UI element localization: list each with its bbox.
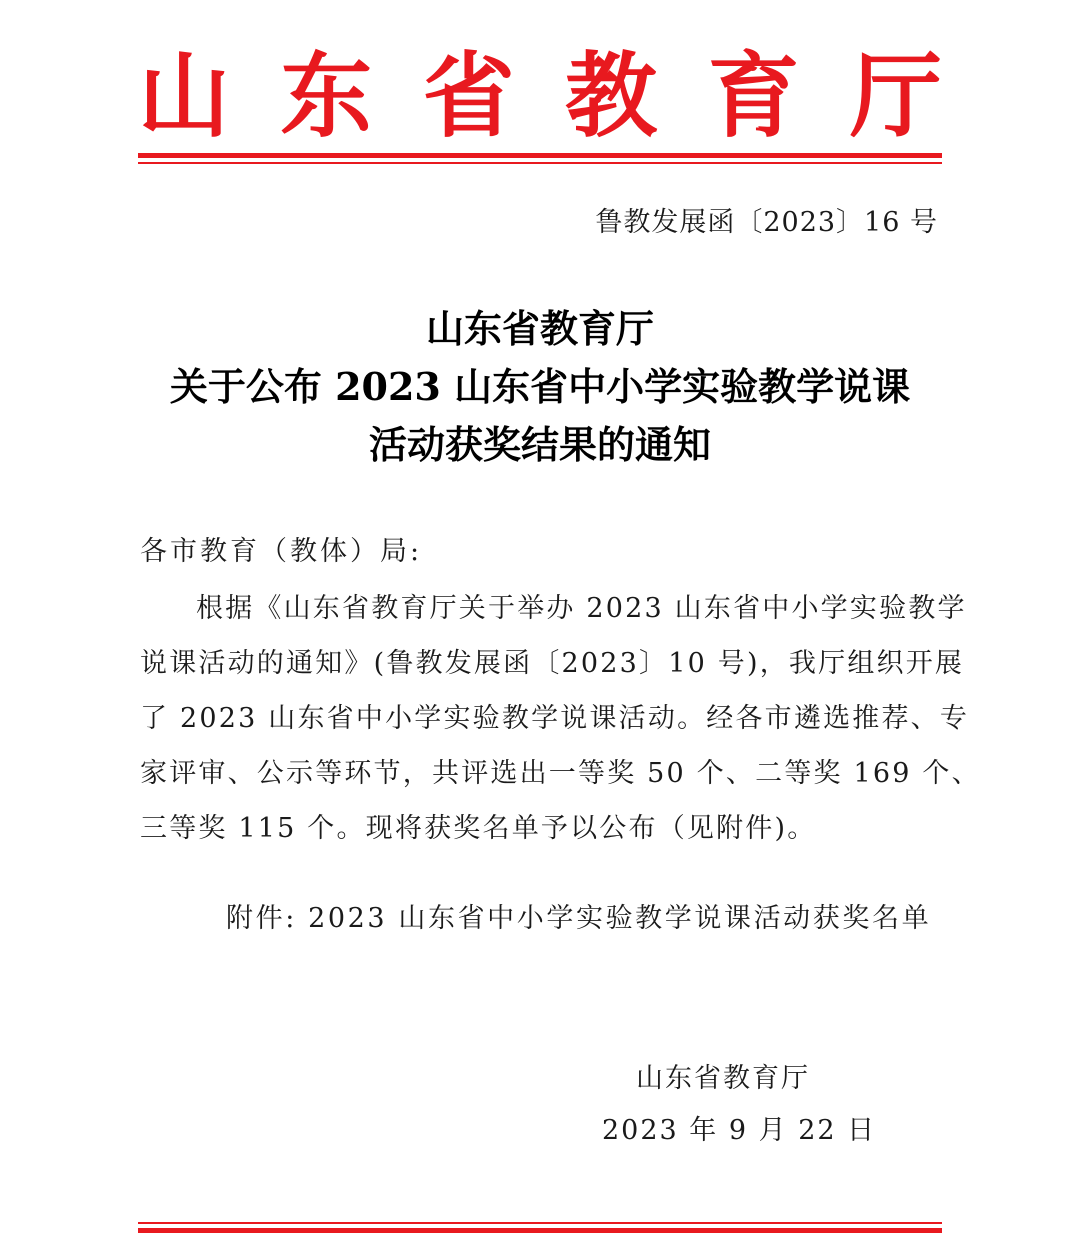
body-line: 根据《山东省教育厅关于举办 2023 山东省中小学实验教学 <box>196 593 967 624</box>
title-line: 活动获奖结果的通知 <box>368 422 711 467</box>
body-line: 家评审、公示等环节，共评选出一等奖 50 个、二等奖 169 个、 <box>140 758 981 789</box>
masthead-char: 教 <box>565 42 658 150</box>
footer-rule-thin <box>138 1222 942 1224</box>
masthead-char: 山 <box>138 42 231 150</box>
footer-rule-thick <box>138 1228 942 1233</box>
document-number: 鲁教发展函〔2023〕16 号 <box>595 207 938 238</box>
body-paragraph <box>140 581 981 856</box>
salutation: 各市教育（教体）局: <box>140 536 423 567</box>
document-title <box>138 300 942 474</box>
masthead-char: 厅 <box>849 42 942 150</box>
title-line: 山东省教育厅 <box>425 306 654 351</box>
attachment-note: 附件: 2023 山东省中小学实验教学说课活动获奖名单 <box>226 903 932 934</box>
signature-date: 2023 年 9 月 22 日 <box>602 1115 877 1146</box>
masthead-char: 东 <box>280 42 373 150</box>
body-line: 三等奖 115 个。现将获奖名单予以公布（见附件)。 <box>140 813 817 844</box>
masthead-rule-thick <box>138 153 942 158</box>
body-line: 说课活动的通知》(鲁教发展函〔2023〕10 号)，我厅组织开展 <box>140 648 965 679</box>
masthead <box>138 42 942 150</box>
masthead-char: 省 <box>422 42 515 150</box>
masthead-rule-thin <box>138 162 942 164</box>
masthead-char: 育 <box>707 42 800 150</box>
body-line: 了 2023 山东省中小学实验教学说课活动。经各市遴选推荐、专 <box>140 703 970 734</box>
title-line: 关于公布 2023 山东省中小学实验教学说课 <box>169 364 911 409</box>
signature-issuer: 山东省教育厅 <box>636 1063 810 1094</box>
